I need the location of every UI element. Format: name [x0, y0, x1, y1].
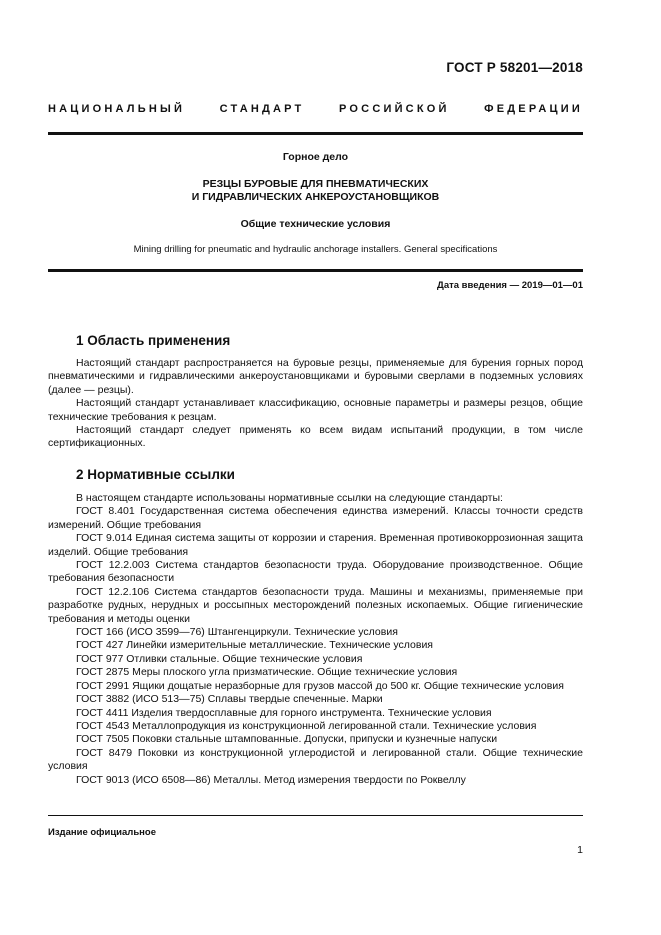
english-title: Mining drilling for pneumatic and hydraulic anchorage installers. General specifications — [133, 244, 498, 255]
reference-item: ГОСТ 4543 Металлопродукция из конструкционной легированной стали. Технические условия — [76, 719, 537, 732]
document-code: ГОСТ Р 58201—2018 — [446, 60, 583, 75]
reference-item: ГОСТ 2991 Ящики дощатые неразборные для грузов массой до 500 кг. Общие технические условия — [76, 679, 564, 692]
reference-item: ГОСТ 12.2.106 Система стандартов безопасности труда. Машины и механизмы, применяемые при разработке рудных, нерудных и россыпных месторождений полезных ископаемых. Общие гигиенические требования и методы оценки — [48, 585, 583, 625]
paragraph: Настоящий стандарт распространяется на буровые резцы, применяемые для бурения горных пород пневматическими и гидравлическими анкероустановщиками и буровыми сверлами в подземных условиях (далее — резцы). — [48, 357, 583, 396]
reference-item: ГОСТ 4411 Изделия твердосплавные для горного инструмента. Технические условия — [76, 706, 492, 719]
title-rule — [48, 269, 583, 272]
section-1-heading: 1 Область применения — [76, 333, 231, 348]
reference-item: ГОСТ 166 (ИСО 3599—76) Штангенциркули. Технические условия — [76, 626, 398, 639]
document-title-line-2: И ГИДРАВЛИЧЕСКИХ АНКЕРОУСТАНОВЩИКОВ — [191, 191, 440, 203]
section-1-body — [0, 357, 661, 451]
edition-note: Издание официальное — [48, 827, 156, 838]
section-2-body — [0, 492, 661, 787]
paragraph: Настоящий стандарт следует применять ко всем видам испытаний продукции, в том числе сертификационных. — [48, 424, 583, 450]
footer-rule — [48, 815, 583, 816]
national-standard-heading: НАЦИОНАЛЬНЫЙ СТАНДАРТ РОССИЙСКОЙ ФЕДЕРАЦИИ — [48, 103, 583, 115]
paragraph: Настоящий стандарт устанавливает классификацию, основные параметры и размеры резцов, общие технические требования к резцам. — [48, 397, 583, 423]
document-subtitle: Общие технические условия — [240, 218, 391, 230]
introduction-date: Дата введения — 2019—01—01 — [437, 280, 583, 291]
reference-item: ГОСТ 8.401 Государственная система обеспечения единства измерений. Классы точности средств измерений. Общие требования — [48, 505, 583, 531]
reference-item: ГОСТ 9.014 Единая система защиты от коррозии и старения. Временная противокоррозионная защита изделий. Общие требования — [48, 532, 583, 558]
section-2-heading: 2 Нормативные ссылки — [76, 467, 235, 482]
reference-item: ГОСТ 9013 (ИСО 6508—86) Металлы. Метод измерения твердости по Роквеллу — [76, 773, 466, 786]
reference-item: ГОСТ 8479 Поковки из конструкционной углеродистой и легированной стали. Общие технические условия — [48, 746, 583, 773]
reference-item: ГОСТ 427 Линейки измерительные металлические. Технические условия — [76, 639, 433, 652]
reference-item: ГОСТ 977 Отливки стальные. Общие технические условия — [76, 652, 363, 665]
subject-area: Горное дело — [282, 151, 349, 163]
document-title-line-1: РЕЗЦЫ БУРОВЫЕ ДЛЯ ПНЕВМАТИЧЕСКИХ — [202, 178, 429, 190]
reference-item: ГОСТ 3882 (ИСО 513—75) Сплавы твердые спеченные. Марки — [76, 693, 383, 706]
reference-intro: В настоящем стандарте использованы нормативные ссылки на следующие стандарты: — [76, 492, 503, 504]
reference-item: ГОСТ 7505 Поковки стальные штампованные. Допуски, припуски и кузнечные напуски — [76, 733, 498, 746]
page-number: 1 — [577, 844, 583, 856]
reference-item: ГОСТ 2875 Меры плоского угла призматические. Общие технические условия — [76, 666, 458, 679]
reference-item: ГОСТ 12.2.003 Система стандартов безопасности труда. Оборудование производственное. Общие требования безопасности — [48, 559, 583, 585]
header-rule — [48, 132, 583, 135]
